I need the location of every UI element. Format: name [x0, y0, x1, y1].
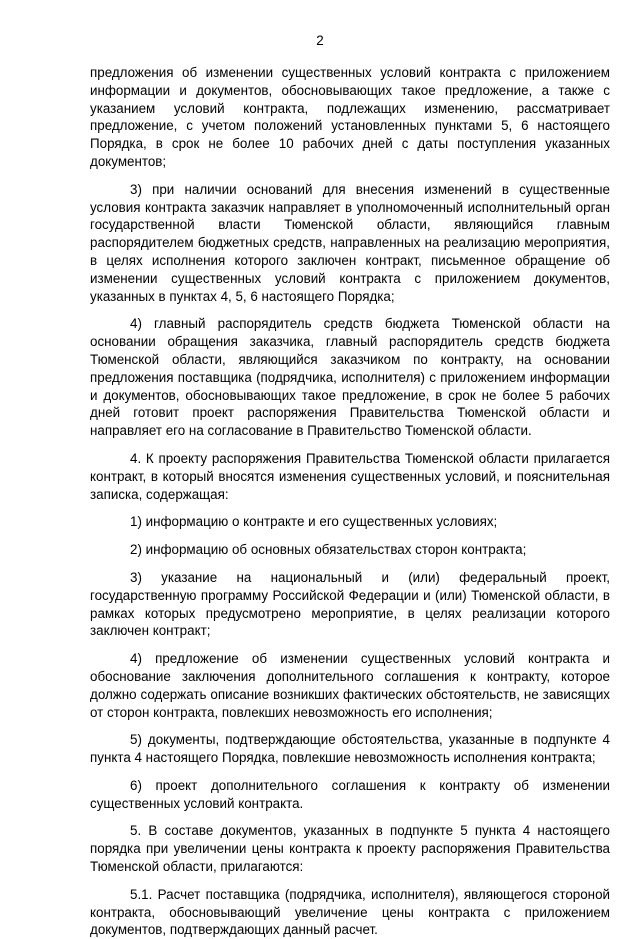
paragraph-continuation: предложения об изменении существенных условий контракта с приложением информации и документов, обосновывающих такое предложение, а также с указанием условий контракта, подлежащих изменению, рассматривает предложение, с учетом положений установленных пунктами 5, 6 настоящего Порядка, в срок не более 10 рабочих дней с даты поступления указанных документов; — [90, 65, 610, 169]
document-body — [90, 64, 610, 939]
paragraph-subitem-4: 4) предложение об изменении существенных условий контракта и обоснование заключения дополнительного соглашения к контракту, которое должно содержать описание возникших фактических обстоятельств, не зависящих от сторон контракта, повлекших невозможность его исполнения; — [90, 651, 610, 720]
page-number: 2 — [316, 33, 324, 48]
paragraph-subitem-5: 5) документы, подтверждающие обстоятельства, указанные в подпункте 4 пункта 4 настоящего Порядка, повлекшие невозможность исполнения контракта; — [90, 732, 610, 766]
paragraph-subitem-2: 2) информацию об основных обязательствах сторон контракта; — [130, 542, 527, 558]
paragraph-item-4: 4) главный распорядитель средств бюджета Тюменской области на основании обращения заказчика, главный распорядитель средств бюджета Тюменской области, являющийся заказчиком по контракту, на основании предложения поставщика (подрядчика, исполнителя) с приложением информации и документов, обосновывающих такое предложение, в срок не более 5 рабочих дней готовит проект распоряжения Правительства Тюменской области и направляет его на согласование в Правительство Тюменской области. — [90, 316, 610, 439]
paragraph-subitem-6: 6) проект дополнительного соглашения к контракту об изменении существенных условий контракта. — [90, 777, 610, 811]
paragraph-subitem-3: 3) указание на национальный и (или) федеральный проект, государственную программу Российской Федерации и (или) Тюменской области, в рамках которых предусмотрено мероприятие, в целях реализации которого заключен контракт; — [90, 569, 610, 639]
paragraph-item-3: 3) при наличии оснований для внесения изменений в существенные условия контракта заказчик направляет в уполномоченный исполнительный орган государственной власти Тюменской области, являющийся главным распорядителем бюджетных средств, направленных на реализацию мероприятия, в целях исполнения которого заключен контракт, письменное обращение об изменении существенных условий контракта с приложением документов, указанных в пунктах 4, 5, 6 настоящего Порядка; — [90, 181, 610, 304]
paragraph-section-5: 5. В составе документов, указанных в подпункте 5 пункта 4 настоящего порядка при увеличении цены контракта к проекту распоряжения Правительства Тюменской области, прилагаются: — [90, 823, 610, 875]
paragraph-section-4: 4. К проекту распоряжения Правительства Тюменской области прилагается контракт, в который вносятся изменения существенных условий, и пояснительная записка, содержащая: — [90, 450, 610, 502]
paragraph-section-5-1: 5.1. Расчет поставщика (подрядчика, исполнителя), являющегося стороной контракта, обосновывающий увеличение цены контракта с приложением документов, подтверждающих данный расчет. — [90, 886, 610, 938]
paragraph-subitem-1: 1) информацию о контракте и его существенных условиях; — [130, 514, 498, 530]
